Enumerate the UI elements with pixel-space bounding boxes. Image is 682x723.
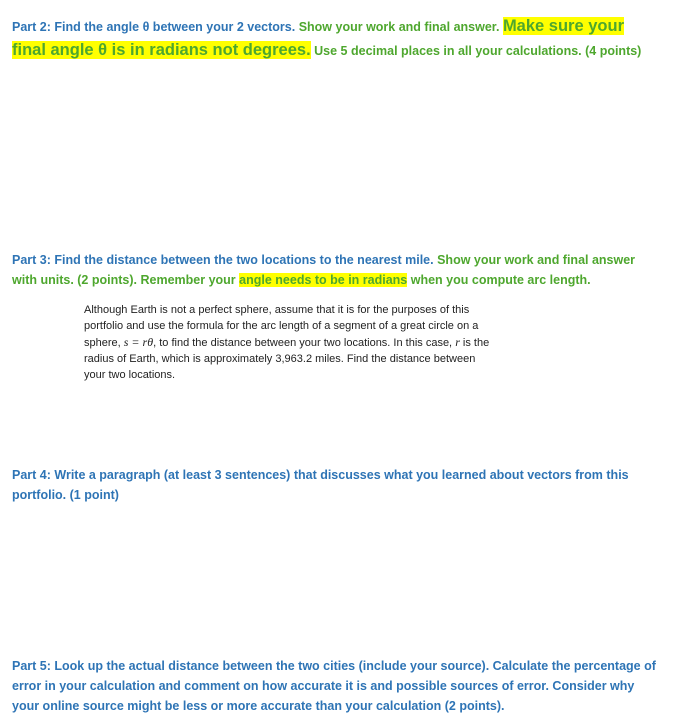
part3-heading: Part 3: Find the distance between the two locations to the nearest mile. <box>12 253 434 267</box>
part2-tail: Use 5 decimal places in all your calculations. (4 points) <box>314 44 642 58</box>
part3-highlight: angle needs to be in radians <box>239 273 408 287</box>
excerpt-line: radius of Earth, which is approximately 3,963.2 miles. Find the distance between <box>84 353 476 365</box>
part3-remember: Remember your <box>140 273 236 287</box>
part5-paragraph <box>12 656 660 716</box>
excerpt-line: your two locations. <box>84 369 176 381</box>
part2-highlight: Make sure your final angle θ is in radians not degrees. <box>12 17 624 59</box>
part4-paragraph <box>12 465 660 505</box>
part3-paragraph <box>12 250 660 290</box>
part3-instruction: Show your work and final answer with units. (2 points). <box>12 253 636 287</box>
excerpt-line: sphere, s = rθ, to find the distance between your two locations. In this case, r is the <box>84 335 490 349</box>
part3-tail: when you compute arc length. <box>410 273 591 287</box>
part2-heading: Part 2: Find the angle θ between your 2 vectors. <box>12 20 296 34</box>
part5-text: Part 5: Look up the actual distance between the two cities (include your source). Calculate the percentage of error in your calculation and comment on how accurate it is and possible sources of error. Consider why your online source might be less or more accurate than your calculation (2 points). <box>12 659 656 713</box>
part2-paragraph <box>12 14 660 62</box>
arc-length-formula: s = rθ <box>123 335 154 349</box>
part4-text: Part 4: Write a paragraph (at least 3 sentences) that discusses what you learned about vectors from this portfolio. (1 point) <box>12 468 629 502</box>
excerpt-line: portfolio and use the formula for the arc length of a segment of a great circle on a <box>84 320 479 332</box>
arc-length-excerpt <box>84 302 564 383</box>
part2-instruction: Show your work and final answer. <box>298 20 500 34</box>
excerpt-line: Although Earth is not a perfect sphere, assume that it is for the purposes of this <box>84 304 470 316</box>
radius-variable: r <box>455 335 460 349</box>
